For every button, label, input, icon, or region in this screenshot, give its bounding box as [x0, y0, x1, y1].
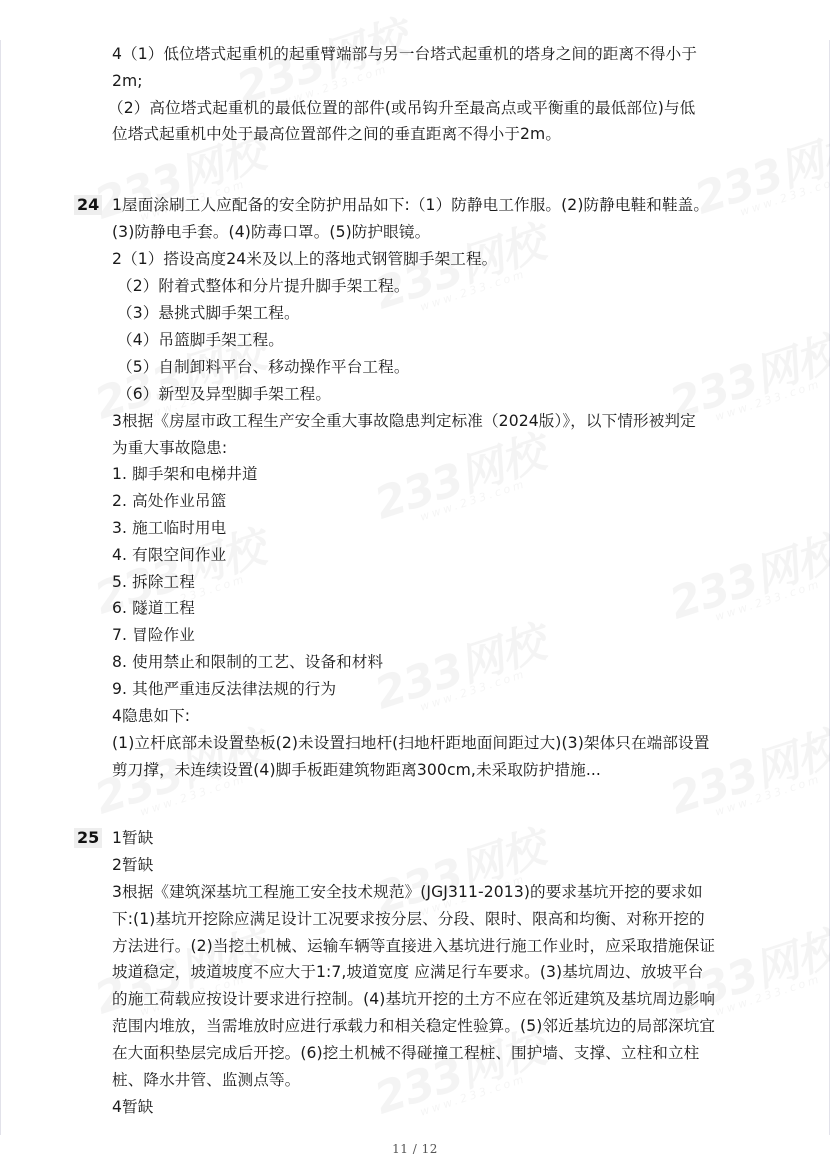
answer-line: 2暂缺	[112, 856, 154, 874]
answer-line: 桩、降水井管、监测点等。	[112, 1071, 301, 1089]
answer-line: 2m;	[112, 72, 143, 90]
answer-line: 9. 其他严重违反法律法规的行为	[112, 680, 337, 698]
answer-line: 3根据《房屋市政工程生产安全重大事故隐患判定标准（2024版）》，以下情形被判定	[112, 412, 696, 430]
answer-line: （6）新型及异型脚手架工程。	[117, 385, 332, 403]
answer-line: (3)防静电手套。(4)防毒口罩。(5)防护眼镜。	[112, 223, 431, 241]
question-number: 25	[74, 828, 102, 848]
answer-line: 在大面积垫层完成后开挖。(6)挖土机械不得碰撞工程桩、围护墙、支撑、立柱和立柱	[112, 1044, 700, 1062]
answer-line: （2）高位塔式起重机的最低位置的部件(或吊钩升至最高点或平衡重的最低部位)与低	[108, 99, 696, 117]
answer-line: 范围内堆放，当需堆放时应进行承载力和相关稳定性验算。(5)邻近基坑边的局部深坑宜	[112, 1017, 716, 1035]
answer-line: 的施工荷载应按设计要求进行控制。(4)基坑开挖的土方不应在邻近建筑及基坑周边影响	[112, 990, 716, 1008]
answer-line: （3）悬挑式脚手架工程。	[117, 304, 300, 322]
answer-line: 4暂缺	[112, 1098, 154, 1116]
answer-line: 8. 使用禁止和限制的工艺、设备和材料	[112, 653, 384, 671]
answer-line: 2. 高处作业吊篮	[112, 492, 227, 510]
answer-line: 1屋面涂刷工人应配备的安全防护用品如下:（1）防静电工作服。(2)防静电鞋和鞋盖。	[112, 196, 710, 214]
answer-line: 7. 冒险作业	[112, 626, 195, 644]
answer-line: 3. 施工临时用电	[112, 519, 227, 537]
answer-line: (1)立杆底部未设置垫板(2)未设置扫地杆(扫地杆距地面间距过大)(3)架体只在端部设置	[112, 734, 710, 752]
answer-line: 3根据《建筑深基坑工程施工安全技术规范》(JGJ311-2013)的要求基坑开挖的要求如	[112, 883, 703, 901]
answer-line: 5. 拆除工程	[112, 573, 195, 591]
answer-line: 2（1）搭设高度24米及以上的落地式钢管脚手架工程。	[112, 250, 498, 268]
answer-line: 1. 脚手架和电梯井道	[112, 465, 258, 483]
answer-line: 4隐患如下:	[112, 707, 191, 725]
answer-line: 坡道稳定，坡道坡度不应大于1:7,坡道宽度 应满足行车要求。(3)基坑周边、放坡平台	[112, 963, 704, 981]
answer-line: （4）吊篮脚手架工程。	[117, 331, 284, 349]
answer-line: 剪刀撑，未连续设置(4)脚手板距建筑物距离300cm,未采取防护措施...	[112, 761, 601, 779]
answer-line: （5）自制卸料平台、移动操作平台工程。	[117, 358, 410, 376]
answer-line: 4（1）低位塔式起重机的起重臂端部与另一台塔式起重机的塔身之间的距离不得小于	[112, 45, 698, 63]
answer-line: 为重大事故隐患:	[112, 439, 228, 457]
answer-line: （2）附着式整体和分片提升脚手架工程。	[117, 277, 410, 295]
answer-line: 方法进行。(2)当挖土机械、运输车辆等直接进入基坑进行施工作业时，应采取措施保证	[112, 937, 716, 955]
answer-line: 位塔式起重机中处于最高位置部件之间的垂直距离不得小于2m。	[112, 125, 562, 143]
answer-line: 1暂缺	[112, 829, 154, 847]
answer-line: 下:(1)基坑开挖除应满足设计工况要求按分层、分段、限时、限高和均衡、对称开挖的	[112, 910, 705, 928]
answer-line: 6. 隧道工程	[112, 599, 195, 617]
question-number: 24	[74, 195, 102, 215]
page-indicator: 11 / 12	[392, 1142, 438, 1156]
answer-line: 4. 有限空间作业	[112, 546, 227, 564]
